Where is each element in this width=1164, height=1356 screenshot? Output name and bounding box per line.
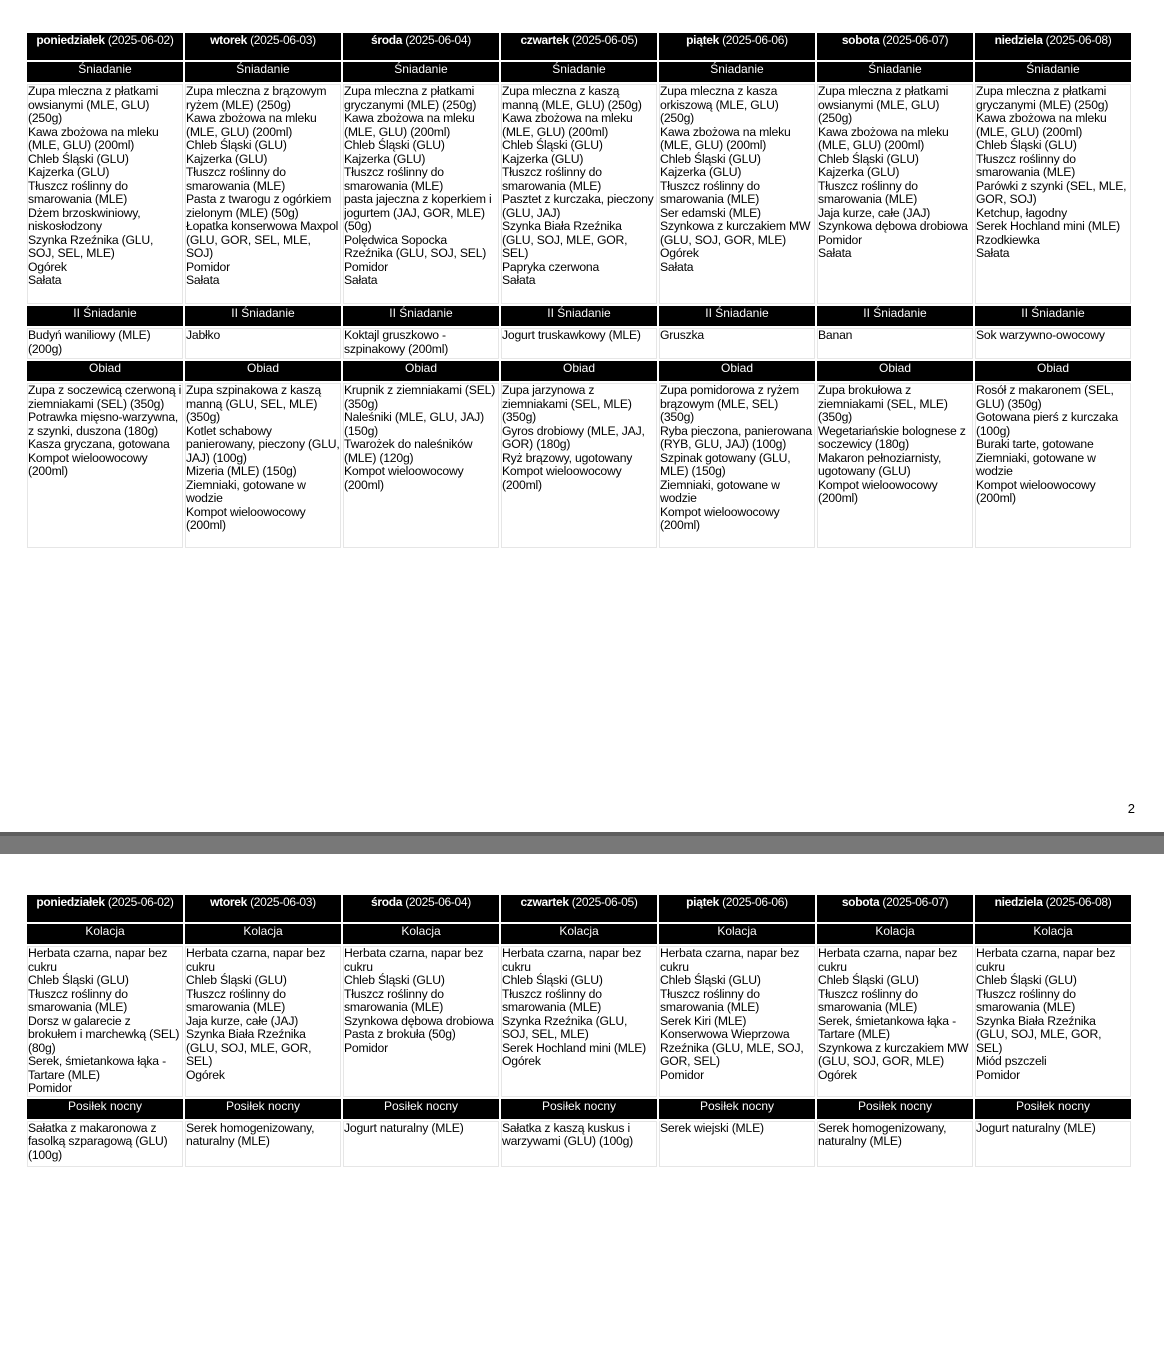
dish-item: pasta jajeczna z koperkiem i jogurtem (JAJ, GOR, MLE) (50g): [344, 192, 492, 233]
meal-title: Śniadanie: [27, 62, 183, 82]
dish-item: Kompot wieloowocowy (200ml): [976, 477, 1096, 505]
dish-item: Serek, śmietankowa łąka - Tartare (MLE): [28, 1054, 166, 1082]
dish-item: Kawa zbożowa na mleku (MLE, GLU) (200ml): [660, 124, 791, 152]
meal-title: Posiłek nocny: [185, 1099, 341, 1119]
dish-item: Serek homogenizowany, naturalny (MLE): [818, 1120, 947, 1148]
meal-title: Kolacja: [975, 924, 1131, 944]
day-header-row: [27, 33, 1131, 60]
meal-title-row: [27, 361, 1131, 381]
dish-item: Tłuszcz roślinny do smarowania (MLE): [976, 986, 1076, 1014]
dish-item: Serek Kiri (MLE): [660, 1013, 747, 1028]
day-header: [185, 895, 341, 922]
dish-item: Ogórek: [818, 1067, 857, 1082]
day-header: [817, 895, 973, 922]
dish-item: Szpinak gotowany (GLU, MLE) (150g): [660, 450, 791, 478]
meal-title: II Śniadanie: [343, 306, 499, 326]
dish-item: Chleb Śląski (GLU): [818, 973, 919, 987]
day-date: (2025-06-05): [571, 33, 638, 47]
dish-item: Buraki tarte, gotowane: [976, 437, 1094, 451]
dish-item: Sałata: [818, 246, 852, 260]
meal-title-row: [27, 62, 1131, 82]
day-name: sobota: [841, 33, 880, 47]
day-name: czwartek: [520, 33, 569, 47]
dish-item: Rosół z makaronem (SEL, GLU) (350g): [976, 383, 1114, 411]
day-name: piątek: [686, 33, 720, 47]
meal-cell: [501, 84, 657, 304]
meal-cell: [975, 328, 1131, 359]
meal-title: II Śniadanie: [501, 306, 657, 326]
dish-item: Potrawka mięsno-warzywna, z szynki, duszona (180g): [28, 410, 179, 438]
meal-title: II Śniadanie: [185, 306, 341, 326]
dish-item: Sok warzywno-owocowy: [976, 328, 1105, 342]
day-name: środa: [370, 33, 403, 47]
dish-item: Szynkowa dębowa drobiowa: [344, 1013, 494, 1028]
dish-item: Ser edamski (MLE): [660, 205, 761, 220]
dish-item: Sałata: [28, 273, 62, 287]
dish-item: Pomidor: [344, 1040, 388, 1055]
day-date: (2025-06-03): [250, 895, 316, 909]
meal-title: Obiad: [659, 361, 815, 381]
meal-cell: [975, 946, 1131, 1097]
dish-item: Ogórek: [660, 246, 699, 260]
dish-item: Kawa zbożowa na mleku (MLE, GLU) (200ml): [186, 111, 317, 139]
day-date: (2025-06-06): [722, 895, 788, 909]
dish-item: Kajzerka (GLU): [28, 165, 110, 179]
meal-title: II Śniadanie: [817, 306, 973, 326]
meal-title: II Śniadanie: [27, 306, 183, 326]
day-date: (2025-06-02): [107, 33, 174, 47]
dish-item: Kawa zbożowa na mleku (MLE, GLU) (200ml): [344, 111, 475, 139]
dish-item: Chleb Śląski (GLU): [344, 973, 445, 987]
meal-cell: [659, 84, 815, 304]
meal-title: Obiad: [343, 361, 499, 381]
day-date: (2025-06-04): [405, 895, 471, 909]
dish-item: Sałata: [502, 273, 536, 287]
dish-item: Tłuszcz roślinny do smarowania (MLE): [660, 178, 760, 206]
dish-item: Zupa szpinakowa z kaszą manną (GLU, SEL, MLE) (350g): [186, 383, 321, 424]
dish-item: Serek homogenizowany, naturalny (MLE): [186, 1120, 315, 1148]
dish-item: Pomidor: [660, 1067, 704, 1082]
dish-item: Ogórek: [502, 1054, 541, 1068]
day-header: [659, 33, 815, 60]
dish-item: Ogórek: [186, 1067, 225, 1082]
dish-item: Tłuszcz roślinny do smarowania (MLE): [344, 165, 444, 193]
dish-item: Chleb Śląski (GLU): [660, 151, 761, 166]
dish-item: Jaja kurze, całe (JAJ): [186, 1013, 299, 1028]
meal-title: Posiłek nocny: [27, 1099, 183, 1119]
dish-item: Szynkowa z kurczakiem MW (GLU, SOJ, GOR, MLE): [818, 1040, 969, 1068]
day-header: [501, 33, 657, 60]
dish-item: Miód pszczeli: [976, 1054, 1047, 1068]
meal-cell: [659, 328, 815, 359]
meal-cell: [817, 1121, 973, 1167]
dish-item: Zupa jarzynowa z ziemniakami (SEL, MLE) (350g): [502, 383, 632, 424]
meal-title: Śniadanie: [817, 62, 973, 82]
dish-item: Chleb Śląski (GLU): [28, 151, 129, 166]
meal-cell: [975, 383, 1131, 548]
dish-item: Krupnik z ziemniakami (SEL) (350g): [344, 383, 496, 411]
dish-item: Szynka Biała Rzeźnika (GLU, SOJ, MLE, GOR, SEL): [502, 219, 628, 260]
dish-item: Ziemniaki, gotowane w wodzie: [660, 477, 780, 505]
dish-item: Koktajl gruszkowo - szpinakowy (200ml): [344, 328, 449, 356]
day-header: [343, 33, 499, 60]
day-date: (2025-06-03): [250, 33, 316, 47]
dish-item: Serek wiejski (MLE): [660, 1120, 764, 1135]
dish-item: Dorsz w galarecie z brokułem i marchewką (SEL) (80g): [28, 1013, 180, 1055]
dish-item: Tłuszcz roślinny do smarowania (MLE): [28, 986, 128, 1014]
meal-items-row: [27, 1121, 1131, 1167]
dish-item: Zupa mleczna z płatkami gryczanymi (MLE) (250g): [344, 84, 477, 112]
meal-cell: [817, 84, 973, 304]
dish-item: Chleb Śląski (GLU): [186, 138, 287, 152]
dish-item: Kajzerka (GLU): [186, 151, 268, 166]
day-date: (2025-06-04): [405, 33, 471, 47]
dish-item: Rzodkiewka: [976, 232, 1040, 247]
dish-item: Parówki z szynki (SEL, MLE, GOR, SOJ): [976, 178, 1127, 206]
day-date: (2025-06-07): [882, 33, 949, 47]
meal-cell: [185, 946, 341, 1097]
dish-item: Papryka czerwona: [502, 259, 600, 274]
dish-item: Jogurt truskawkowy (MLE): [502, 328, 641, 342]
dish-item: Kotlet schabowy panierowany, pieczony (GLU, JAJ) (100g): [186, 423, 340, 465]
dish-item: Gotowana pierś z kurczaka (100g): [976, 410, 1118, 438]
dish-item: Polędwica Sopocka Rzeźnika (GLU, SOJ, SEL): [344, 232, 487, 260]
day-name: poniedziałek: [36, 33, 105, 47]
dish-item: Kawa zbożowa na mleku (MLE, GLU) (200ml): [502, 111, 633, 139]
dish-item: Serek Hochland mini (MLE): [502, 1040, 647, 1055]
dish-item: Tłuszcz roślinny do smarowania (MLE): [976, 151, 1076, 179]
meal-items-row: [27, 84, 1131, 304]
meal-cell: [975, 84, 1131, 304]
day-name: wtorek: [210, 895, 248, 909]
dish-item: Makaron pełnoziarnisty, ugotowany (GLU): [818, 450, 942, 478]
dish-item: Herbata czarna, napar bez cukru: [502, 946, 642, 974]
dish-item: Dżem brzoskwiniowy, niskosłodzony: [28, 205, 141, 233]
dish-item: Kajzerka (GLU): [818, 165, 900, 179]
dish-item: Chleb Śląski (GLU): [344, 138, 445, 152]
dish-item: Ziemniaki, gotowane w wodzie: [186, 477, 306, 505]
weekly-menu-table: [25, 31, 1133, 550]
meal-cell: [501, 328, 657, 359]
meal-cell: [343, 1121, 499, 1167]
meal-cell: [185, 328, 341, 359]
dish-item: Kajzerka (GLU): [502, 151, 584, 166]
dish-item: Tłuszcz roślinny do smarowania (MLE): [502, 986, 602, 1014]
meal-cell: [817, 328, 973, 359]
dish-item: Sałata: [976, 246, 1010, 260]
meal-cell: [27, 1121, 183, 1167]
meal-cell: [185, 1121, 341, 1167]
meal-title-row: [27, 924, 1131, 944]
meal-title: Kolacja: [27, 924, 183, 944]
meal-cell: [659, 383, 815, 548]
meal-cell: [817, 383, 973, 548]
dish-item: Kompot wieloowocowy (200ml): [502, 464, 622, 492]
dish-item: Kajzerka (GLU): [344, 151, 426, 166]
dish-item: Pomidor: [28, 1081, 72, 1095]
dish-item: Pasztet z kurczaka, pieczony (GLU, JAJ): [502, 192, 654, 220]
day-header: [501, 895, 657, 922]
meal-title: Kolacja: [185, 924, 341, 944]
dish-item: Zupa mleczna z płatkami owsianymi (MLE, GLU) (250g): [818, 84, 949, 125]
dish-item: Herbata czarna, napar bez cukru: [660, 946, 800, 974]
day-header: [185, 33, 341, 60]
day-name: sobota: [841, 895, 880, 909]
dish-item: Zupa z soczewicą czerwoną i ziemniakami (SEL) (350g): [28, 383, 182, 411]
dish-item: Łopatka konserwowa Maxpol (GLU, GOR, SEL, MLE, SOJ): [186, 219, 339, 260]
dish-item: Herbata czarna, napar bez cukru: [28, 946, 168, 974]
day-name: niedziela: [994, 895, 1043, 909]
page-number: 2: [1127, 801, 1135, 816]
day-date: (2025-06-08): [1045, 895, 1112, 909]
day-date: (2025-06-07): [882, 895, 949, 909]
dish-item: Jogurt naturalny (MLE): [976, 1120, 1096, 1135]
dish-item: Pomidor: [818, 232, 862, 247]
meal-title: Kolacja: [659, 924, 815, 944]
dish-item: Zupa pomidorowa z ryżem brązowym (MLE, SEL) (350g): [660, 383, 799, 424]
day-name: wtorek: [210, 33, 248, 47]
dish-item: Ziemniaki, gotowane w wodzie: [976, 450, 1096, 478]
dish-item: Pomidor: [976, 1067, 1020, 1082]
day-date: (2025-06-06): [722, 33, 788, 47]
dish-item: Kawa zbożowa na mleku (MLE, GLU) (200ml): [976, 111, 1107, 139]
dish-item: Gruszka: [660, 328, 704, 342]
meal-cell: [27, 946, 183, 1097]
dish-item: Tłuszcz roślinny do smarowania (MLE): [186, 165, 286, 193]
meal-title: Obiad: [185, 361, 341, 381]
meal-items-row: [27, 946, 1131, 1097]
meal-cell: [817, 946, 973, 1097]
dish-item: Budyń waniliowy (MLE) (200g): [28, 328, 151, 356]
meal-cell: [501, 946, 657, 1097]
dish-item: Serek Hochland mini (MLE): [976, 219, 1121, 233]
dish-item: Pasta z brokuła (50g): [344, 1027, 456, 1041]
dish-item: Mizeria (MLE) (150g): [186, 464, 297, 478]
dish-item: Pomidor: [186, 259, 230, 274]
dish-item: Banan: [818, 328, 853, 342]
meal-cell: [659, 1121, 815, 1167]
dish-item: Chleb Śląski (GLU): [976, 138, 1077, 152]
dish-item: Tłuszcz roślinny do smarowania (MLE): [344, 986, 444, 1014]
day-date: (2025-06-02): [107, 895, 174, 909]
day-name: poniedziałek: [36, 895, 105, 909]
meal-title: Obiad: [975, 361, 1131, 381]
meal-cell: [27, 328, 183, 359]
dish-item: Szynkowa z kurczakiem MW (GLU, SOJ, GOR, MLE): [660, 219, 811, 247]
meal-cell: [501, 1121, 657, 1167]
day-date: (2025-06-08): [1045, 33, 1112, 47]
meal-title: Śniadanie: [659, 62, 815, 82]
meal-title: Kolacja: [343, 924, 499, 944]
dish-item: Sałatka z makaronowa z fasolką szparagową (GLU) (100g): [28, 1120, 168, 1162]
meal-title: Kolacja: [501, 924, 657, 944]
meal-title-row: [27, 306, 1131, 326]
meal-title: Posiłek nocny: [817, 1099, 973, 1119]
dish-item: Twarożek do naleśników (MLE) (120g): [344, 437, 473, 465]
dish-item: Szynka Biała Rzeźnika (GLU, SOJ, MLE, GOR, SEL): [976, 1013, 1102, 1055]
meal-title: Kolacja: [817, 924, 973, 944]
page-separator-shadow: [0, 832, 1164, 836]
dish-item: Tłuszcz roślinny do smarowania (MLE): [818, 178, 918, 206]
dish-item: Tłuszcz roślinny do smarowania (MLE): [818, 986, 918, 1014]
meal-cell: [343, 84, 499, 304]
meal-items-row: [27, 383, 1131, 548]
day-name: piątek: [686, 895, 720, 909]
meal-title: Śniadanie: [185, 62, 341, 82]
dish-item: Chleb Śląski (GLU): [818, 151, 919, 166]
day-name: środa: [370, 895, 403, 909]
meal-title: II Śniadanie: [975, 306, 1131, 326]
dish-item: Kompot wieloowocowy (200ml): [660, 504, 780, 532]
day-header: [27, 33, 183, 60]
dish-item: Konserwowa Wieprzowa Rzeźnika (GLU, MLE, SOJ, GOR, SEL): [660, 1027, 804, 1068]
dish-item: Tłuszcz roślinny do smarowania (MLE): [186, 986, 286, 1014]
dish-item: Zupa mleczna z płatkami gryczanymi (MLE) (250g): [976, 84, 1109, 112]
dish-item: Kompot wieloowocowy (200ml): [186, 504, 306, 532]
dish-item: Ogórek: [28, 259, 67, 274]
dish-item: Gyros drobiowy (MLE, JAJ, GOR) (180g): [502, 423, 645, 451]
meal-title: II Śniadanie: [659, 306, 815, 326]
dish-item: Chleb Śląski (GLU): [976, 973, 1077, 987]
meal-cell: [343, 328, 499, 359]
meal-cell: [185, 383, 341, 548]
day-header: [817, 33, 973, 60]
dish-item: Pasta z twarogu z ogórkiem zielonym (MLE) (50g): [186, 192, 332, 220]
dish-item: Herbata czarna, napar bez cukru: [818, 946, 958, 974]
dish-item: Chleb Śląski (GLU): [502, 138, 603, 152]
dish-item: Herbata czarna, napar bez cukru: [186, 946, 326, 974]
meal-title-row: [27, 1099, 1131, 1119]
menu-page-2: [0, 854, 1164, 1356]
meal-cell: [185, 84, 341, 304]
meal-cell: [343, 946, 499, 1097]
meal-title: Posiłek nocny: [501, 1099, 657, 1119]
dish-item: Chleb Śląski (GLU): [28, 973, 129, 987]
dish-item: Kasza gryczana, gotowana: [28, 437, 170, 451]
dish-item: Tłuszcz roślinny do smarowania (MLE): [660, 986, 760, 1014]
day-header-row: [27, 895, 1131, 922]
dish-item: Szynka Biała Rzeźnika (GLU, SOJ, MLE, GOR, SEL): [186, 1027, 312, 1068]
dish-item: Chleb Śląski (GLU): [186, 973, 287, 987]
dish-item: Herbata czarna, napar bez cukru: [976, 946, 1116, 974]
dish-item: Tłuszcz roślinny do smarowania (MLE): [502, 165, 602, 193]
dish-item: Sałatka z kaszą kuskus i warzywami (GLU) (100g): [502, 1120, 634, 1148]
meal-cell: [975, 1121, 1131, 1167]
dish-item: Wegetariańskie bolognese z soczewicy (180g): [818, 423, 966, 451]
dish-item: Herbata czarna, napar bez cukru: [344, 946, 484, 974]
dish-item: Szynka Rzeźnika (GLU, SOJ, SEL, MLE): [28, 232, 154, 260]
meal-items-row: [27, 328, 1131, 359]
meal-title: Obiad: [817, 361, 973, 381]
dish-item: Kompot wieloowocowy (200ml): [344, 464, 464, 492]
meal-title: Śniadanie: [343, 62, 499, 82]
day-header: [975, 33, 1131, 60]
meal-title: Posiłek nocny: [975, 1099, 1131, 1119]
meal-title: Posiłek nocny: [343, 1099, 499, 1119]
meal-cell: [27, 383, 183, 548]
day-header: [27, 895, 183, 922]
dish-item: Zupa mleczna z kaszą manną (MLE, GLU) (250g): [502, 84, 642, 112]
dish-item: Szynka Rzeźnika (GLU, SOJ, SEL, MLE): [502, 1013, 628, 1041]
meal-title: Obiad: [27, 361, 183, 381]
dish-item: Jaja kurze, całe (JAJ): [818, 205, 931, 220]
dish-item: Sałata: [660, 259, 694, 274]
dish-item: Zupa mleczna z kasza orkiszową (MLE, GLU) (250g): [660, 84, 779, 125]
dish-item: Naleśniki (MLE, GLU, JAJ) (150g): [344, 410, 484, 438]
weekly-menu-table: [25, 893, 1133, 1169]
dish-item: Zupa mleczna z brązowym ryżem (MLE) (250g): [186, 84, 327, 112]
dish-item: Kawa zbożowa na mleku (MLE, GLU) (200ml): [818, 124, 949, 152]
dish-item: Jabłko: [186, 328, 221, 342]
dish-item: Kawa zbożowa na mleku (MLE, GLU) (200ml): [28, 124, 159, 152]
dish-item: Kompot wieloowocowy (200ml): [818, 477, 938, 505]
meal-title: Obiad: [501, 361, 657, 381]
dish-item: Tłuszcz roślinny do smarowania (MLE): [28, 178, 128, 206]
meal-title: Posiłek nocny: [659, 1099, 815, 1119]
meal-cell: [501, 383, 657, 548]
dish-item: Szynkowa dębowa drobiowa: [818, 219, 968, 233]
dish-item: Kompot wieloowocowy (200ml): [28, 450, 148, 478]
dish-item: Sałata: [344, 273, 378, 287]
dish-item: Zupa brokułowa z ziemniakami (SEL, MLE) (350g): [818, 383, 948, 424]
meal-cell: [27, 84, 183, 304]
dish-item: Sałata: [186, 273, 220, 287]
dish-item: Kajzerka (GLU): [660, 165, 742, 179]
day-name: czwartek: [520, 895, 569, 909]
meal-title: Śniadanie: [501, 62, 657, 82]
dish-item: Zupa mleczna z płatkami owsianymi (MLE, GLU) (250g): [28, 84, 159, 125]
dish-item: Chleb Śląski (GLU): [660, 973, 761, 987]
dish-item: Jogurt naturalny (MLE): [344, 1120, 464, 1135]
day-name: niedziela: [994, 33, 1043, 47]
dish-item: Serek, śmietankowa łąka - Tartare (MLE): [818, 1013, 956, 1041]
dish-item: Chleb Śląski (GLU): [502, 973, 603, 987]
dish-item: Ketchup, łagodny: [976, 205, 1067, 220]
day-header: [343, 895, 499, 922]
day-header: [975, 895, 1131, 922]
meal-cell: [659, 946, 815, 1097]
day-date: (2025-06-05): [571, 895, 638, 909]
meal-title: Śniadanie: [975, 62, 1131, 82]
dish-item: Pomidor: [344, 259, 388, 274]
dish-item: Ryba pieczona, panierowana (RYB, GLU, JAJ) (100g): [660, 423, 812, 451]
meal-cell: [343, 383, 499, 548]
dish-item: Ryż brązowy, ugotowany: [502, 450, 633, 465]
day-header: [659, 895, 815, 922]
